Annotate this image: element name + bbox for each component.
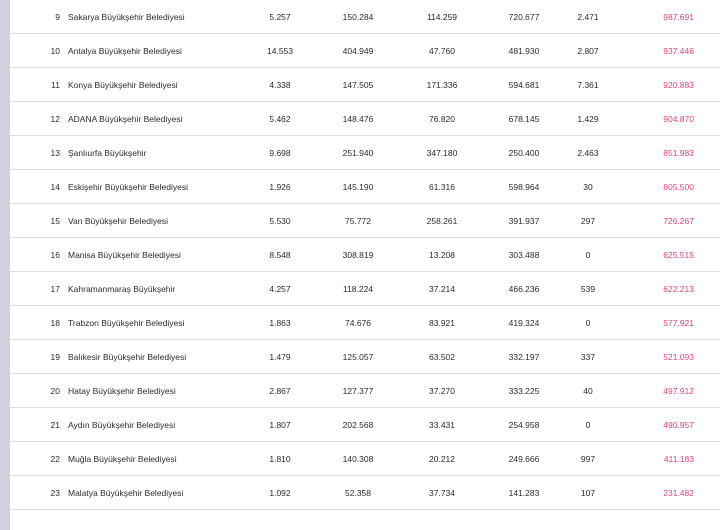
- value-cell-4: 678.145: [508, 114, 540, 124]
- value-cell-1: 5.462: [269, 114, 291, 124]
- value-cell-5: 2.807: [577, 46, 599, 56]
- value-cell-3: 171.336: [426, 80, 458, 90]
- rank-cell: 16: [50, 250, 60, 260]
- value-cell-2: 140.308: [342, 454, 374, 464]
- total-cell: 920.883: [663, 80, 694, 90]
- municipality-name-cell: Eskişehir Büyükşehir Belediyesi: [68, 182, 188, 192]
- value-cell-1: 1.807: [269, 420, 291, 430]
- value-cell-2: 52.358: [345, 488, 371, 498]
- rank-cell: 23: [50, 488, 60, 498]
- value-cell-2: 145.190: [342, 182, 374, 192]
- municipality-name-cell: Kahramanmaraş Büyükşehir: [68, 284, 176, 294]
- rank-cell: 15: [50, 216, 60, 226]
- value-cell-5: 2.463: [577, 148, 599, 158]
- value-cell-4: 254.958: [508, 420, 540, 430]
- municipality-table: [10, 0, 720, 510]
- table-row: [10, 442, 720, 476]
- value-cell-1: 5.530: [269, 216, 291, 226]
- municipality-name-cell: Malatya Büyükşehir Belediyesi: [68, 488, 184, 498]
- value-cell-4: 303.488: [508, 250, 540, 260]
- value-cell-3: 20.212: [429, 454, 455, 464]
- value-cell-5: 0: [585, 318, 591, 328]
- value-cell-3: 76.820: [429, 114, 455, 124]
- total-cell: 937.446: [663, 46, 694, 56]
- value-cell-5: 337: [580, 352, 596, 362]
- total-cell: 805.500: [663, 182, 694, 192]
- value-cell-3: 13.208: [429, 250, 455, 260]
- value-cell-3: 258.261: [426, 216, 458, 226]
- table-row: [10, 374, 720, 408]
- value-cell-4: 419.324: [508, 318, 540, 328]
- value-cell-3: 37.214: [429, 284, 455, 294]
- value-cell-3: 61.316: [429, 182, 455, 192]
- value-cell-3: 63.502: [429, 352, 455, 362]
- value-cell-3: 83.921: [429, 318, 455, 328]
- rank-cell: 10: [50, 46, 60, 56]
- left-side-strip: [0, 0, 10, 530]
- table-row: [10, 170, 720, 204]
- value-cell-3: 347.180: [426, 148, 458, 158]
- rank-cell: 14: [50, 182, 60, 192]
- value-cell-3: 37.734: [429, 488, 455, 498]
- table-row: [10, 272, 720, 306]
- total-cell: 411.183: [663, 454, 694, 464]
- value-cell-4: 249.666: [508, 454, 540, 464]
- table-row: [10, 476, 720, 510]
- rank-cell: 9: [55, 12, 60, 22]
- total-cell: 521.093: [663, 352, 694, 362]
- value-cell-5: 1.429: [577, 114, 599, 124]
- value-cell-1: 9.698: [269, 148, 291, 158]
- value-cell-2: 150.284: [342, 12, 374, 22]
- table-row: [10, 340, 720, 374]
- rank-cell: 18: [50, 318, 60, 328]
- municipality-name-cell: Konya Büyükşehir Belediyesi: [68, 80, 178, 90]
- value-cell-2: 404.949: [342, 46, 374, 56]
- rank-cell: 12: [50, 114, 60, 124]
- table-row: [10, 68, 720, 102]
- value-cell-1: 1.092: [269, 488, 291, 498]
- value-cell-1: 14.553: [267, 46, 293, 56]
- value-cell-5: 7.361: [577, 80, 599, 90]
- rank-cell: 11: [51, 80, 60, 90]
- rank-cell: 17: [50, 284, 60, 294]
- total-cell: 577.921: [663, 318, 694, 328]
- value-cell-2: 127.377: [342, 386, 374, 396]
- municipality-name-cell: Trabzon Büyükşehir Belediyesi: [68, 318, 185, 328]
- value-cell-5: 40: [583, 386, 593, 396]
- table-row: [10, 34, 720, 68]
- rank-cell: 21: [50, 420, 60, 430]
- value-cell-2: 125.057: [342, 352, 374, 362]
- municipality-name-cell: Manisa Büyükşehir Belediyesi: [68, 250, 181, 260]
- value-cell-5: 297: [580, 216, 596, 226]
- table-row: [10, 136, 720, 170]
- value-cell-5: 2.471: [577, 12, 599, 22]
- table-row: [10, 408, 720, 442]
- value-cell-5: 0: [585, 420, 591, 430]
- value-cell-3: 47.760: [429, 46, 455, 56]
- value-cell-4: 333.225: [508, 386, 540, 396]
- value-cell-2: 148.476: [342, 114, 374, 124]
- rank-cell: 13: [50, 148, 60, 158]
- value-cell-1: 1.810: [269, 454, 291, 464]
- value-cell-3: 37.270: [429, 386, 455, 396]
- value-cell-2: 118.224: [342, 284, 374, 294]
- table-row: [10, 238, 720, 272]
- value-cell-1: 2.867: [269, 386, 291, 396]
- value-cell-3: 33.431: [429, 420, 455, 430]
- value-cell-4: 391.937: [508, 216, 540, 226]
- value-cell-1: 4.257: [269, 284, 291, 294]
- value-cell-2: 75.772: [345, 216, 371, 226]
- value-cell-1: 4.338: [269, 80, 291, 90]
- municipality-name-cell: Aydın Büyükşehir Belediyesi: [68, 420, 176, 430]
- value-cell-2: 147.505: [342, 80, 374, 90]
- total-cell: 904.870: [663, 114, 694, 124]
- total-cell: 231.482: [663, 488, 694, 498]
- value-cell-1: 1.479: [269, 352, 291, 362]
- value-cell-2: 308.819: [342, 250, 374, 260]
- value-cell-4: 141.283: [508, 488, 540, 498]
- value-cell-1: 8.548: [269, 250, 291, 260]
- rank-cell: 22: [50, 454, 60, 464]
- municipality-name-cell: Muğla Büyükşehir Belediyesi: [68, 454, 177, 464]
- table-row: [10, 306, 720, 340]
- value-cell-4: 598.964: [508, 182, 540, 192]
- value-cell-2: 251.940: [342, 148, 374, 158]
- value-cell-5: 997: [580, 454, 596, 464]
- table-row: [10, 204, 720, 238]
- municipality-name-cell: Şanlıurfa Büyükşehir: [68, 148, 147, 158]
- table-row: [10, 102, 720, 136]
- total-cell: 497.912: [663, 386, 694, 396]
- value-cell-5: 107: [580, 488, 596, 498]
- value-cell-5: 0: [585, 250, 591, 260]
- value-cell-5: 539: [580, 284, 596, 294]
- municipality-name-cell: Sakarya Büyükşehir Belediyesi: [68, 12, 185, 22]
- total-cell: 625.515: [663, 250, 694, 260]
- municipality-name-cell: Hatay Büyükşehir Belediyesi: [68, 386, 176, 396]
- value-cell-2: 74.676: [345, 318, 371, 328]
- value-cell-5: 30: [583, 182, 593, 192]
- value-cell-4: 720.677: [508, 12, 540, 22]
- value-cell-1: 5.257: [269, 12, 291, 22]
- value-cell-1: 1.863: [269, 318, 291, 328]
- municipality-name-cell: ADANA Büyükşehir Belediyesi: [68, 114, 183, 124]
- value-cell-4: 481.930: [508, 46, 540, 56]
- value-cell-4: 250.400: [508, 148, 540, 158]
- value-cell-1: 1.926: [269, 182, 291, 192]
- total-cell: 851.983: [663, 148, 694, 158]
- municipality-name-cell: Antalya Büyükşehir Belediyesi: [68, 46, 182, 56]
- total-cell: 726.267: [663, 216, 694, 226]
- total-cell: 987.691: [663, 12, 694, 22]
- value-cell-4: 594.681: [508, 80, 540, 90]
- municipality-name-cell: Van Büyükşehir Belediyesi: [68, 216, 169, 226]
- rank-cell: 20: [50, 386, 60, 396]
- table-row: [10, 0, 720, 34]
- value-cell-2: 202.568: [342, 420, 374, 430]
- value-cell-4: 466.236: [508, 284, 540, 294]
- total-cell: 490.957: [663, 420, 694, 430]
- total-cell: 622.213: [663, 284, 694, 294]
- rank-cell: 19: [50, 352, 60, 362]
- municipality-name-cell: Balıkesir Büyükşehir Belediyesi: [68, 352, 187, 362]
- value-cell-4: 332.197: [508, 352, 540, 362]
- value-cell-3: 114.259: [426, 12, 458, 22]
